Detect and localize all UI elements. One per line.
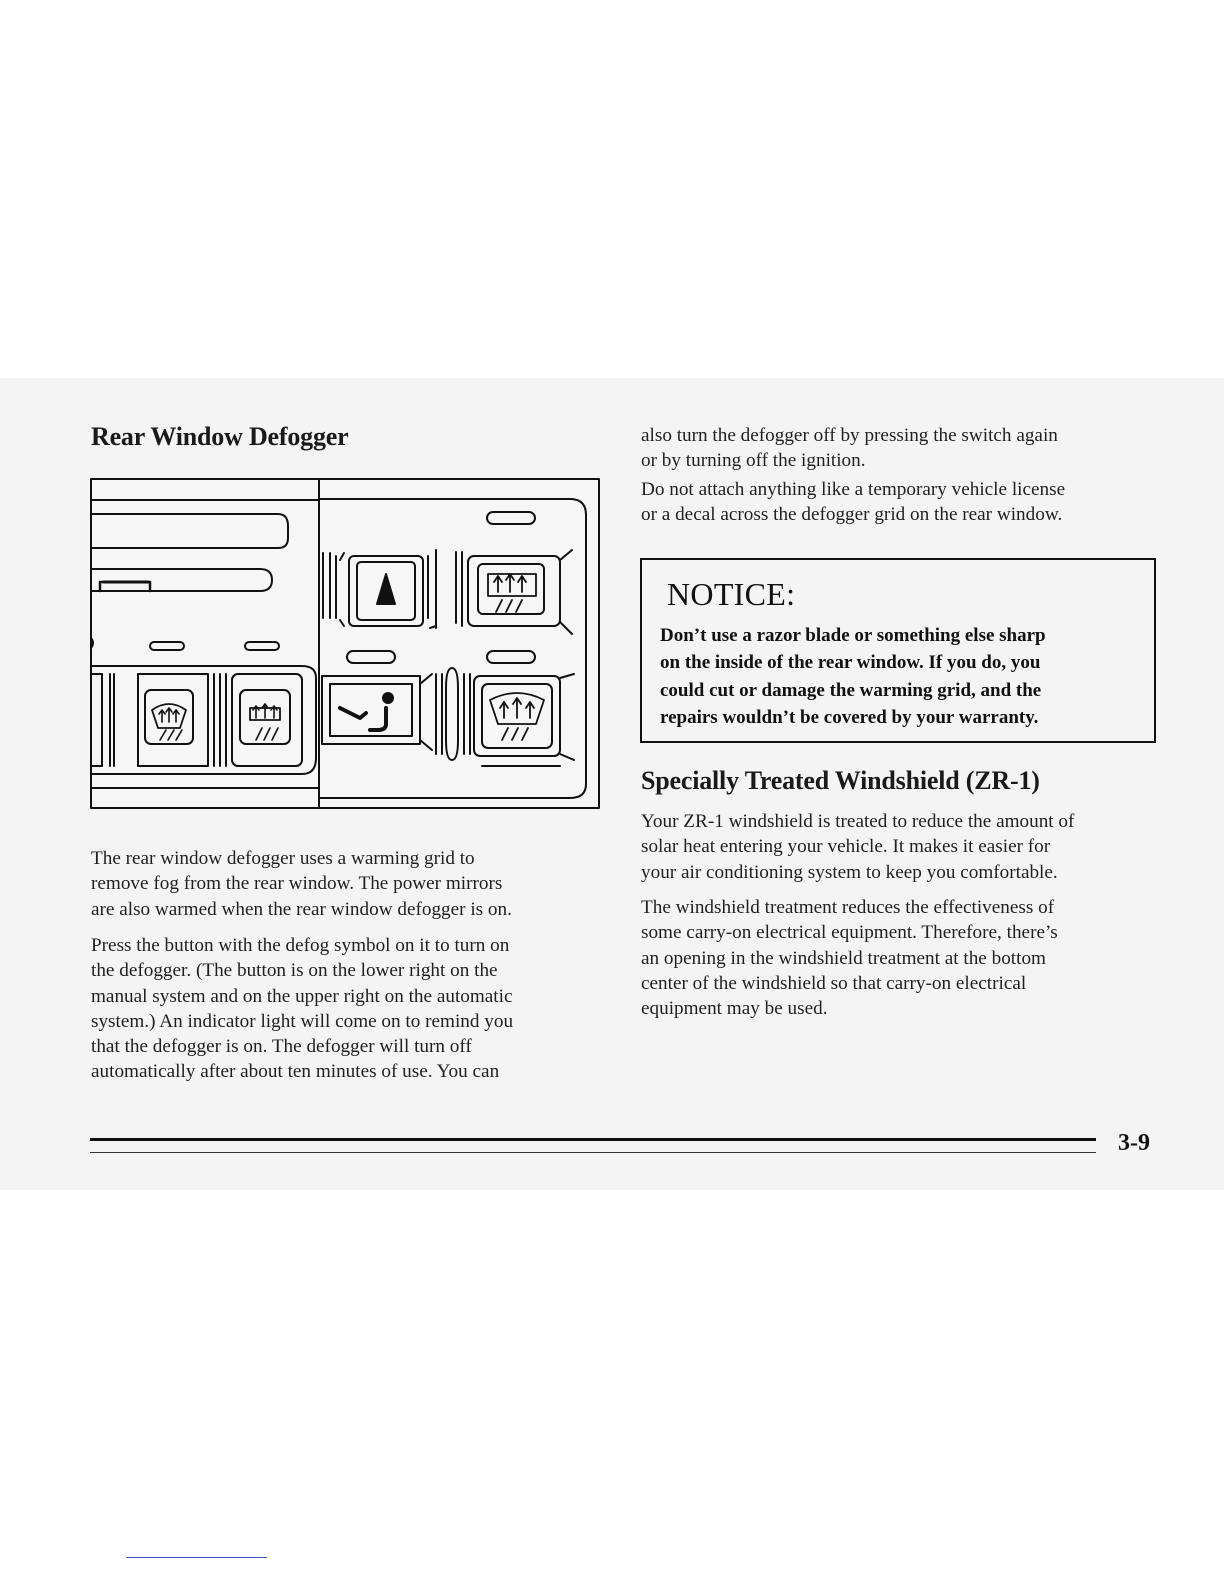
notice-text bbox=[660, 622, 1140, 731]
text-line: system.) An indicator light will come on to remind you bbox=[91, 1010, 514, 1032]
text-line: on the inside of the rear window. If you do, you bbox=[660, 652, 1041, 674]
text-line: Do not attach anything like a temporary vehicle license bbox=[641, 479, 1066, 500]
text-line: solar heat entering your vehicle. It makes it easier for bbox=[641, 836, 1051, 858]
text-line: Your ZR-1 windshield is treated to reduce the amount of bbox=[641, 811, 1075, 832]
text-line: the defogger. (The button is on the lower right on the bbox=[91, 960, 498, 982]
text-line: could cut or damage the warming grid, and the bbox=[660, 679, 1042, 701]
notice-title: NOTICE: bbox=[667, 576, 796, 612]
page-number: 3-9 bbox=[1118, 1130, 1150, 1156]
text-line: or by turning off the ignition. bbox=[641, 450, 866, 472]
text-line: remove fog from the rear window. The power mirrors bbox=[91, 873, 503, 895]
footer-rule-thick bbox=[90, 1138, 1096, 1141]
text-line: are also warmed when the rear window defogger is on. bbox=[91, 898, 512, 920]
text-line: automatically after about ten minutes of use. You can bbox=[91, 1061, 500, 1083]
text-line: Don’t use a razor blade or something else sharp bbox=[660, 625, 1046, 646]
text-line: The windshield treatment reduces the effectiveness of bbox=[641, 897, 1055, 918]
bottom-link-underline[interactable] bbox=[126, 1557, 267, 1558]
footer-rule-thin bbox=[90, 1152, 1096, 1153]
text-line: The rear window defogger uses a warming grid to bbox=[91, 848, 475, 869]
text-line: that the defogger is on. The defogger will turn off bbox=[91, 1036, 472, 1058]
text-line: some carry-on electrical equipment. Therefore, there’s bbox=[641, 922, 1058, 944]
text-line: center of the windshield so that carry-on electrical bbox=[641, 972, 1027, 994]
section-heading-rear-window-defogger: Rear Window Defogger bbox=[91, 422, 349, 451]
paragraph-defogger-operation bbox=[91, 933, 601, 1085]
text-line: your air conditioning system to keep you comfortable. bbox=[641, 861, 1058, 883]
text-line: repairs wouldn’t be covered by your warranty. bbox=[660, 706, 1039, 728]
paragraph-defogger-off bbox=[641, 423, 1161, 474]
text-line: equipment may be used. bbox=[641, 998, 828, 1020]
section-heading-treated-windshield: Specially Treated Windshield (ZR-1) bbox=[641, 766, 1040, 795]
text-line: also turn the defogger off by pressing the switch again bbox=[641, 425, 1058, 446]
text-line: or a decal across the defogger grid on the rear window. bbox=[641, 504, 1063, 526]
paragraph-windshield-intro bbox=[641, 809, 1171, 885]
defogger-control-panel-illustration bbox=[90, 478, 600, 809]
text-line: manual system and on the upper right on the automatic bbox=[91, 985, 513, 1007]
paragraph-windshield-treatment bbox=[641, 895, 1171, 1021]
text-line: an opening in the windshield treatment at the bottom bbox=[641, 947, 1046, 969]
notice-box bbox=[640, 558, 1156, 743]
text-line: Press the button with the defog symbol on it to turn on bbox=[91, 935, 510, 956]
paragraph-defogger-intro bbox=[91, 846, 601, 922]
paragraph-grid-warning bbox=[641, 477, 1161, 528]
